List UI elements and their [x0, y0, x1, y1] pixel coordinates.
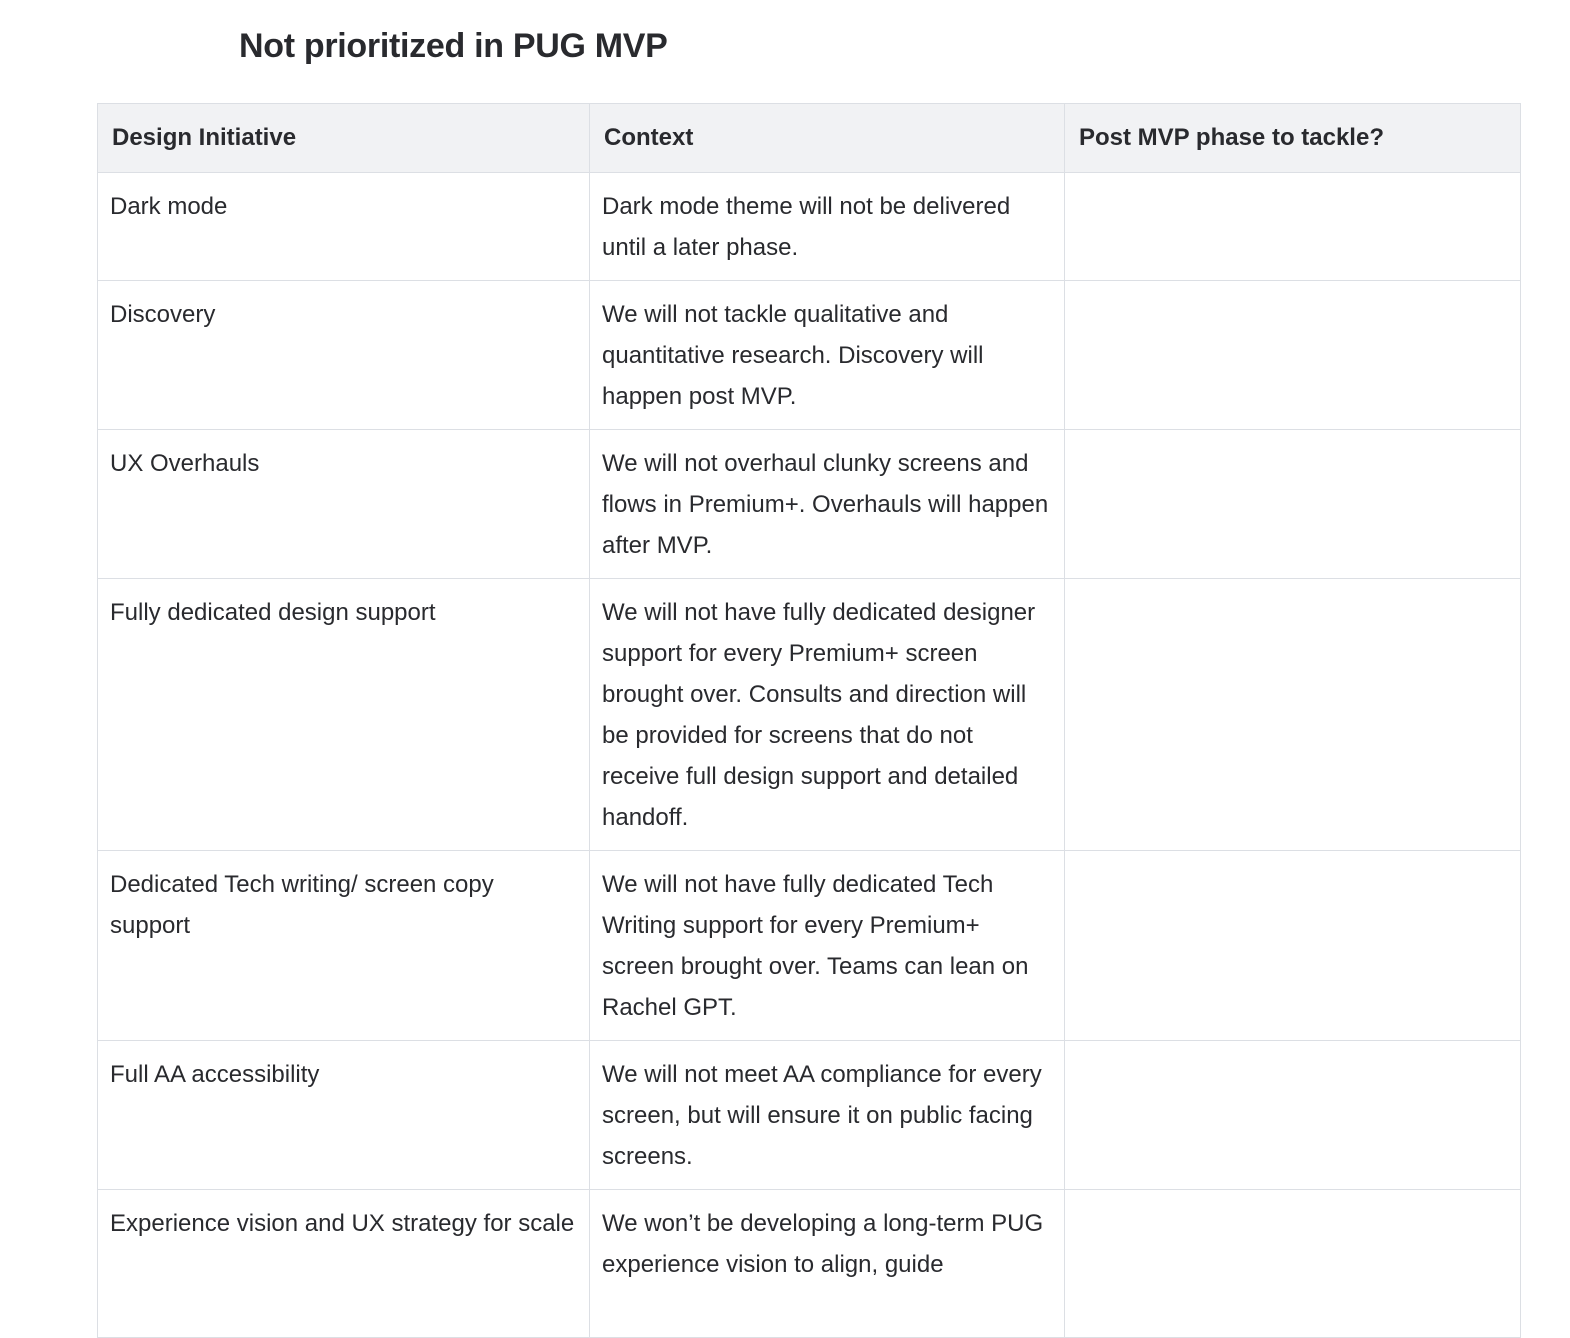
- phase-cell[interactable]: [1065, 1041, 1521, 1190]
- context-text: Dark mode theme will not be delivered until a later phase.: [602, 193, 1011, 261]
- phase-cell[interactable]: [1065, 579, 1521, 851]
- table-row: [98, 1190, 1521, 1338]
- context-text: We will not meet AA compliance for every screen, but will ensure it on public facing screens.: [602, 1061, 1042, 1170]
- context-cell[interactable]: [590, 1190, 1065, 1338]
- page-title: Not prioritized in PUG MVP: [239, 27, 668, 65]
- table-header-row: [98, 104, 1521, 173]
- initiative-text: Dedicated Tech writing/ screen copy support: [110, 871, 494, 939]
- initiatives-table: [97, 103, 1521, 1338]
- context-cell[interactable]: [590, 579, 1065, 851]
- table-row: [98, 579, 1521, 851]
- initiative-cell[interactable]: [98, 430, 590, 579]
- initiative-cell[interactable]: [98, 173, 590, 281]
- header-post-mvp-phase: Post MVP phase to tackle?: [1065, 104, 1521, 173]
- phase-cell[interactable]: [1065, 851, 1521, 1041]
- context-cell[interactable]: [590, 281, 1065, 430]
- phase-cell[interactable]: [1065, 430, 1521, 579]
- table-row: [98, 1041, 1521, 1190]
- initiatives-table-container: [97, 103, 1520, 1338]
- initiative-cell[interactable]: [98, 1190, 590, 1338]
- initiative-text: Dark mode: [110, 193, 228, 220]
- phase-cell[interactable]: [1065, 281, 1521, 430]
- initiative-text: Experience vision and UX strategy for scale: [110, 1210, 575, 1237]
- table-row: [98, 430, 1521, 579]
- table-row: [98, 851, 1521, 1041]
- initiative-cell[interactable]: [98, 1041, 590, 1190]
- initiative-text: Discovery: [110, 301, 216, 328]
- table-row: [98, 173, 1521, 281]
- context-cell[interactable]: [590, 173, 1065, 281]
- initiative-cell[interactable]: [98, 851, 590, 1041]
- context-text: We will not overhaul clunky screens and flows in Premium+. Overhauls will happen after MVP.: [602, 450, 1049, 559]
- initiative-text: Full AA accessibility: [110, 1061, 320, 1088]
- context-cell[interactable]: [590, 851, 1065, 1041]
- context-text: We won’t be developing a long-term PUG experience vision to align, guide: [602, 1210, 1044, 1278]
- initiative-cell[interactable]: [98, 579, 590, 851]
- header-context: Context: [590, 104, 1065, 173]
- context-text: We will not tackle qualitative and quantitative research. Discovery will happen post MVP.: [602, 301, 984, 410]
- phase-cell[interactable]: [1065, 1190, 1521, 1338]
- table-row: [98, 281, 1521, 430]
- initiative-text: Fully dedicated design support: [110, 599, 436, 626]
- phase-cell[interactable]: [1065, 173, 1521, 281]
- context-text: We will not have fully dedicated Tech Writing support for every Premium+ screen brought over. Teams can lean on Rachel GPT.: [602, 871, 1029, 1021]
- initiative-text: UX Overhauls: [110, 450, 260, 477]
- context-text: We will not have fully dedicated designer support for every Premium+ screen brought over. Consults and direction will be provided for screens that do not receive full design support and detailed handoff.: [602, 599, 1036, 831]
- context-cell[interactable]: [590, 1041, 1065, 1190]
- context-cell[interactable]: [590, 430, 1065, 579]
- initiative-cell[interactable]: [98, 281, 590, 430]
- header-design-initiative: Design Initiative: [98, 104, 590, 173]
